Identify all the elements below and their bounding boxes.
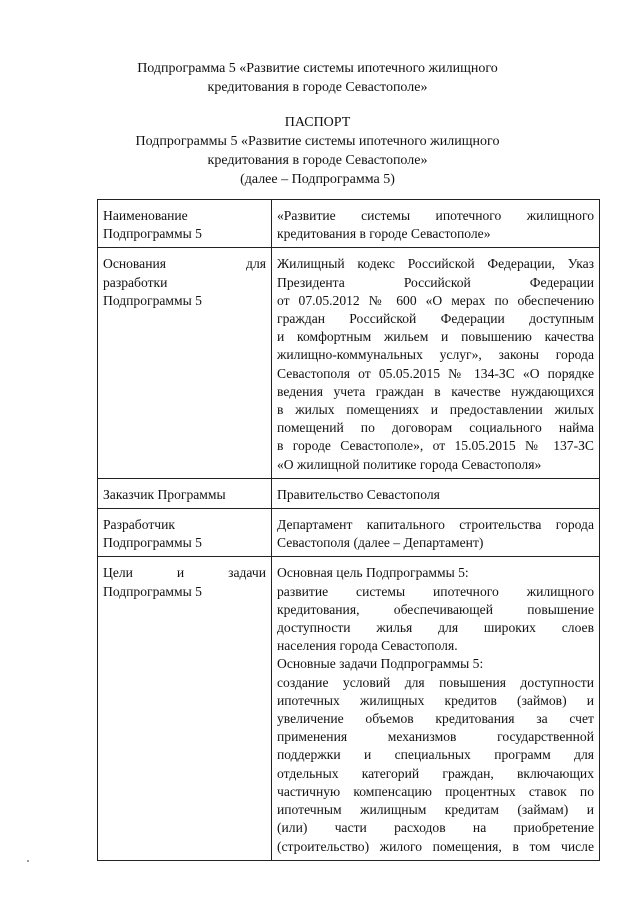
- label-line: Наименование: [103, 208, 188, 223]
- row-label: [98, 248, 272, 478]
- row-label: [98, 557, 272, 860]
- label-line: разработки: [103, 274, 168, 290]
- label-line: Разработчик: [103, 517, 175, 533]
- value-line: Правительство Севастополя: [277, 486, 440, 502]
- value-line: в жилых помещениях и предоставлении жилых: [277, 402, 594, 418]
- subprogram-title: [60, 59, 575, 97]
- value-line: населения города Севастополя.: [277, 638, 458, 654]
- table-row: [98, 557, 600, 860]
- row-value: [272, 248, 600, 478]
- value-line: жилищно-коммунальных услуг», законы города: [277, 347, 594, 363]
- label-line: Основания для: [103, 256, 266, 272]
- passport-line: Подпрограммы 5 «Развитие системы ипотечного жилищного: [135, 134, 500, 149]
- row-value: [272, 478, 600, 508]
- value-line: отдельных категорий граждан, включающих: [277, 765, 594, 781]
- value-line: в городе Севастополе», от 15.05.2015 № 137-ЗС: [277, 438, 594, 454]
- value-line: Президента Российской Федерации: [277, 274, 594, 290]
- value-line: и комфортным жильем и повышению качества: [277, 329, 594, 345]
- value-line: ипотечных жилищных кредитов (займов) и: [277, 692, 594, 708]
- value-line: Жилищный кодекс Российской Федерации, Указ: [277, 256, 594, 272]
- row-value: [272, 509, 600, 557]
- label-line: Подпрограммы 5: [103, 226, 202, 242]
- value-line: применения механизмов государственной: [277, 729, 594, 745]
- passport-heading: [60, 113, 575, 189]
- value-line: Основная цель Подпрограммы 5:: [277, 565, 469, 581]
- value-line: Основные задачи Подпрограммы 5:: [277, 656, 484, 672]
- row-value: [272, 557, 600, 860]
- value-line: Севастополя от 05.05.2015 № 134-ЗС «О порядке: [277, 365, 594, 381]
- table-row: [98, 478, 600, 508]
- value-line: доступности жилья для широких слоев: [277, 620, 594, 636]
- value-line: увеличение объемов кредитования за счет: [277, 711, 594, 727]
- table-row: [98, 509, 600, 557]
- row-label: [98, 509, 272, 557]
- label-line: Подпрограммы 5: [103, 292, 202, 308]
- title-line: Подпрограмма 5 «Развитие системы ипотечного жилищного: [137, 61, 498, 76]
- row-label: [98, 200, 272, 248]
- value-line: поддержки и специальных программ для: [277, 747, 594, 763]
- value-line: «Развитие системы ипотечного жилищного: [277, 208, 594, 223]
- table-row: [98, 200, 600, 248]
- value-line: ипотечным жилищным кредитам (займам) и: [277, 802, 594, 818]
- label-line: Подпрограммы 5: [103, 583, 202, 599]
- scan-speck: [27, 860, 29, 862]
- label-line: Подпрограммы 5: [103, 535, 202, 551]
- value-line: (или) части расходов на приобретение: [277, 820, 594, 836]
- passport-line: кредитования в городе Севастополе»: [207, 153, 428, 168]
- passport-line: ПАСПОРТ: [284, 115, 351, 130]
- label-line: Цели и задачи: [103, 565, 266, 581]
- table-row: [98, 248, 600, 478]
- passport-table: [97, 199, 600, 861]
- row-label: [98, 478, 272, 508]
- passport-line: (далее – Подпрограмма 5): [240, 172, 395, 187]
- title-line: кредитования в городе Севастополе»: [207, 80, 428, 95]
- value-line: частичную компенсацию процентных ставок по: [277, 783, 594, 799]
- value-line: граждан Российской Федерации доступным: [277, 311, 594, 327]
- value-line: от 07.05.2012 № 600 «О мерах по обеспечению: [277, 292, 594, 308]
- value-line: Севастополя (далее – Департамент): [277, 535, 484, 551]
- label-line: Заказчик Программы: [103, 486, 226, 502]
- value-line: помещений по договорам социального найма: [277, 420, 594, 436]
- value-line: создание условий для повышения доступности: [277, 674, 594, 690]
- row-value: [272, 200, 600, 248]
- value-line: ведения учета граждан в качестве нуждающихся: [277, 383, 594, 399]
- value-line: Департамент капитального строительства города: [277, 517, 594, 533]
- value-line: кредитования, обеспечивающей повышение: [277, 601, 594, 617]
- value-line: кредитования в городе Севастополе»: [277, 226, 491, 242]
- value-line: (строительство) жилого помещения, в том числе: [277, 838, 594, 854]
- value-line: развитие системы ипотечного жилищного: [277, 583, 594, 599]
- value-line: «О жилищной политике города Севастополя»: [277, 456, 542, 472]
